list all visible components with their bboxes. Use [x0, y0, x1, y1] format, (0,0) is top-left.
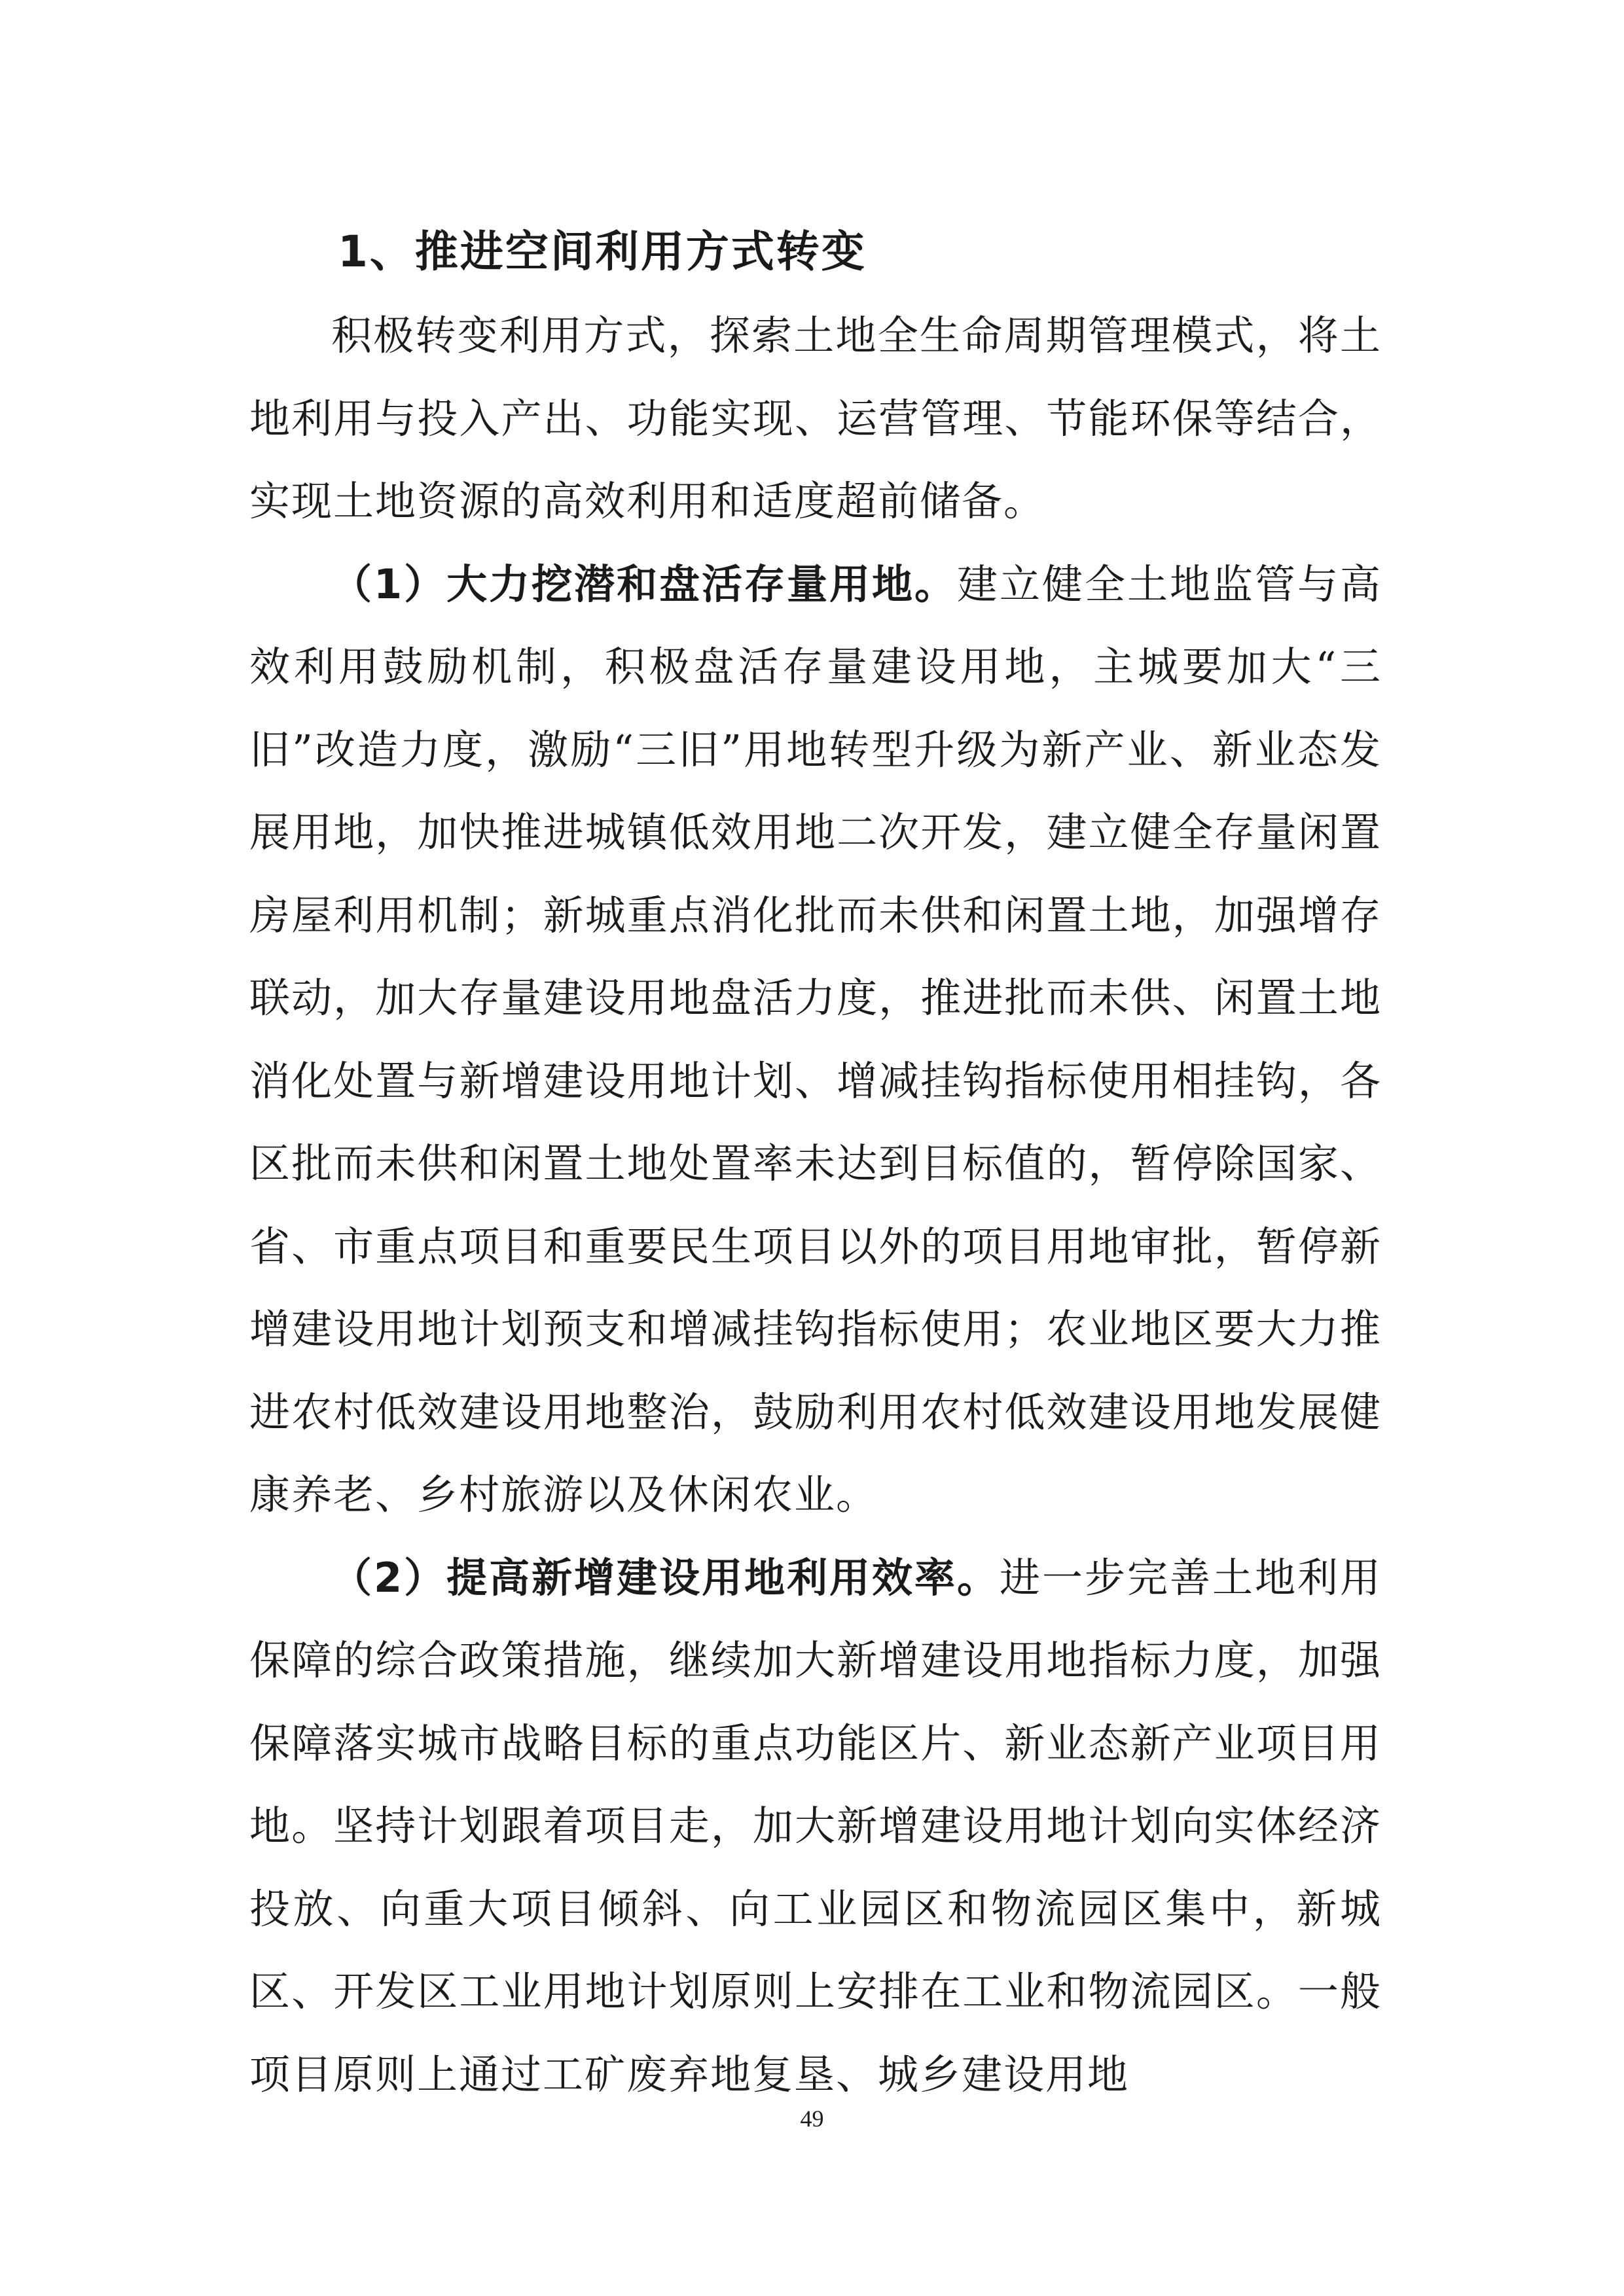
paragraph-intro	[249, 295, 1382, 543]
page-number: 49	[800, 2106, 824, 2132]
paragraph-text: 进一步完善土地利用保障的综合政策措施，继续加大新增建设用地指标力度，加强保障落实城市战略目标的重点功能区片、新业态新产业项目用地。坚持计划跟着项目走，加大新增建设用地计划向实体经济投放、向重大项目倾斜、向工业园区和物流园区集中，新城区、开发区工业用地计划原则上安排在工业和物流园区。一般项目原则上通过工矿废弃地复垦、城乡建设用地	[249, 1553, 1382, 2098]
page-body	[249, 209, 1382, 2116]
paragraph-stock-land	[249, 543, 1382, 1537]
section-heading: 1、推进空间利用方式转变	[338, 226, 867, 277]
paragraph-lead-heading: （1）大力挖潜和盘活存量用地。	[331, 560, 958, 608]
paragraph-text: 积极转变利用方式，探索土地全生命周期管理模式，将土地利用与投入产出、功能实现、运营管理、节能环保等结合，实现土地资源的高效利用和适度超前储备。	[249, 312, 1382, 525]
paragraph-text: 建立健全土地监管与高效利用鼓励机制，积极盘活存量建设用地，主城要加大“三旧”改造力度，激励“三旧”用地转型升级为新产业、新业态发展用地，加快推进城镇低效用地二次开发，建立健全存量闲置房屋利用机制；新城重点消化批而未供和闲置土地，加强增存联动，加大存量建设用地盘活力度，推进批而未供、闲置土地消化处置与新增建设用地计划、增减挂钩指标使用相挂钩，各区批而未供和闲置土地处置率未达到目标值的，暂停除国家、省、市重点项目和重要民生项目以外的项目用地审批，暂停新增建设用地计划预支和增减挂钩指标使用；农业地区要大力推进农村低效建设用地整治，鼓励利用农村低效建设用地发展健康养老、乡村旅游以及休闲农业。	[249, 560, 1382, 1518]
paragraph-new-land	[249, 1537, 1382, 2117]
paragraph-lead-heading: （2）提高新增建设用地利用效率。	[331, 1553, 1000, 1602]
